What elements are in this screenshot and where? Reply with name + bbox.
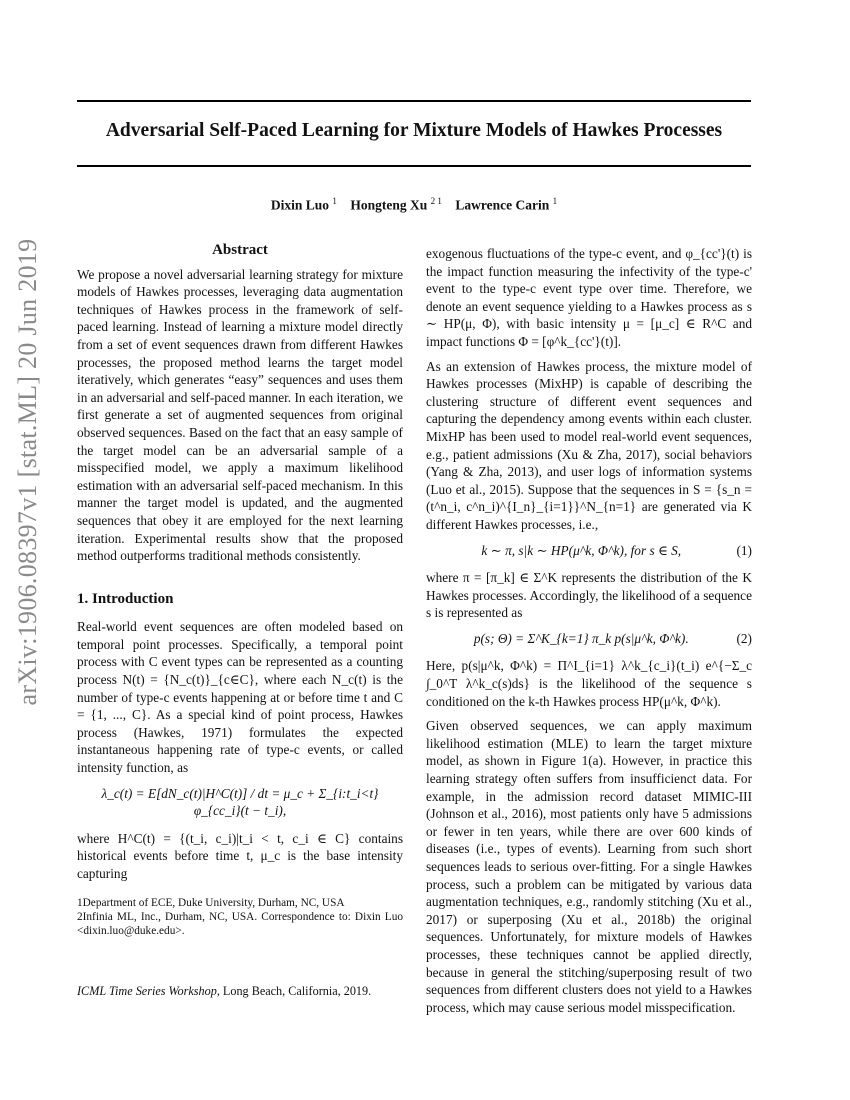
equation-2: [426, 630, 752, 648]
author-affiliation: 1: [552, 196, 558, 206]
author-name: Dixin Luo: [270, 197, 329, 213]
equation-body: k ∼ π, s|k ∼ HP(μ^k, Φ^k), for s ∈ S,: [481, 542, 682, 558]
title-rule: [77, 165, 751, 167]
body-paragraph: where π = [π_k] ∈ Σ^K represents the distribution of the K Hawkes processes. Accordingly, the likelihood of a sequence s is represented as: [426, 570, 752, 621]
body-paragraph: exogenous fluctuations of the type-c event, and φ_{cc'}(t) is the impact function measuring the infectivity of the type-c' event to the type-c event type over time. Therefore, we denote an event sequence yielding to a Hawkes process as s ∼ HP(μ, Φ), with basic intensity μ = [μ_c] ∈ R^C and impact functions Φ = [φ^k_{cc'}(t)].: [426, 246, 752, 349]
author-name: Lawrence Carin: [455, 197, 550, 213]
venue-line: [77, 984, 403, 999]
right-column: [426, 245, 752, 1023]
section-heading-introduction: 1. Introduction: [77, 590, 174, 607]
equation-1: [426, 542, 752, 560]
intensity-equation: [77, 785, 403, 820]
equation-number: (1): [736, 542, 752, 558]
footnote-affiliation-2: 2Infinia ML, Inc., Durham, NC, USA. Correspondence to: Dixin Luo <dixin.luo@duke.edu>.: [77, 911, 403, 937]
abstract-heading: Abstract: [212, 242, 268, 258]
author-list: [77, 196, 751, 214]
paper-title: Adversarial Self-Paced Learning for Mixture Models of Hawkes Processes: [105, 120, 723, 141]
author-affiliation: 2 1: [430, 196, 442, 206]
intro-paragraph: where H^C(t) = {(t_i, c_i)|t_i < t, c_i ∈ C} contains historical events before time t, μ_c is the base intensity capturing: [77, 830, 403, 881]
equation-body: p(s; Θ) = Σ^K_{k=1} π_k p(s|μ^k, Φ^k).: [473, 630, 689, 646]
arxiv-identifier: arXiv:1906.08397v1 [stat.ML] 20 Jun 2019: [13, 238, 42, 706]
body-paragraph: Here, p(s|μ^k, Φ^k) = Π^I_{i=1} λ^k_{c_i}(t_i) e^{−Σ_c ∫_0^T λ^k_c(s)ds} is the likelihood of the sequence s conditioned on the k-th Hawkes process HP(μ^k, Φ^k).: [426, 658, 752, 709]
body-paragraph: As an extension of Hawkes process, the mixture model of Hawkes processes (MixHP) is capable of describing the clustering structure of different event sequences and capturing the dependency among events within each cluster. MixHP has been used to model real-world event sequences, e.g., patient admissions (Xu & Zha, 2017), social behaviors (Yang & Zha, 2013), and user logs of information systems (Luo et al., 2015). Suppose that the sequences in S = {s_n = (t^n_i, c^n_i)^{I_n}_{i=1}}^N_{n=1} are generated via K different Hawkes processes, i.e.,: [426, 358, 752, 532]
workshop-name: ICML Time Series Workshop: [77, 984, 217, 998]
body-paragraph: Given observed sequences, we can apply maximum likelihood estimation (MLE) to learn the target mixture model, as shown in Figure 1(a). However, in practice this learning strategy often suffers from insufficienct data. For example, in the admission record dataset MIMIC-III (Johnson et al., 2016), most patients only have 5 admissions or fewer in ten years, while there are over 600 kinds of diseases (i.e., types of events). Learning from such short sequences leads to serious over-fitting. For a single Hawkes process, such a problem can be mitigated by various data augmentation techniques, e.g., randomly stitching (Xu et al., 2017) or superposing (Xu et al., 2018b) the original sequences. Unfortunately, for mixture models of Hawkes processes, these techniques cannot be applied directly, because in general the stitching/superposing result of two sequences from different clusters does not yield to a Hawkes process, which may cause serious model misspecification.: [426, 718, 752, 1015]
left-column: [77, 240, 403, 890]
footnotes: [77, 896, 403, 938]
venue-details: , Long Beach, California, 2019.: [216, 984, 372, 998]
footnote-affiliation-1: 1Department of ECE, Duke University, Durham, NC, USA: [77, 897, 345, 909]
author-affiliation: 1: [332, 196, 337, 206]
equation-body: λ_c(t) = E[dN_c(t)|H^C(t)] / dt = μ_c + Σ_{i:t_i<t} φ_{cc_i}(t − t_i),: [101, 785, 379, 819]
top-rule: [77, 100, 751, 102]
abstract-text: We propose a novel adversarial learning strategy for mixture models of Hawkes processes, leveraging data augmentation techniques of Hawkes process in the framework of self-paced learning. Instead of learning a mixture model directly from a set of event sequences drawn from different Hawkes processes, the proposed method learns the target model iteratively, which generates “easy” sequences and uses them in an adversarial and self-paced manner. In each iteration, we first generate a set of augmented sequences from original observed sequences. Based on the fact that an easy sample of the target model can be an adversarial sample of a misspecified model, we apply a maximum likelihood estimation with an adversarial self-paced mechanism. In this manner the target model is updated, and the augmented sequences that obey it are employed for the next learning iteration. Experimental results show that the proposed method outperforms traditional methods consistently.: [77, 266, 403, 564]
equation-number: (2): [736, 630, 752, 646]
author-name: Hongteng Xu: [350, 197, 428, 213]
intro-paragraph: Real-world event sequences are often modeled based on temporal point processes. Specifically, a temporal point process with C event types can be represented as a counting process N(t) = {N_c(t)}_{c∈C}, where each N_c(t) is the number of type-c events happening at or before time t and C = {1, ..., C}. As a special kind of point process, Hawkes process (Hawkes, 1971) formulates the expected instantaneous happening rate of type-c events, or called intensity function, as: [77, 619, 403, 776]
